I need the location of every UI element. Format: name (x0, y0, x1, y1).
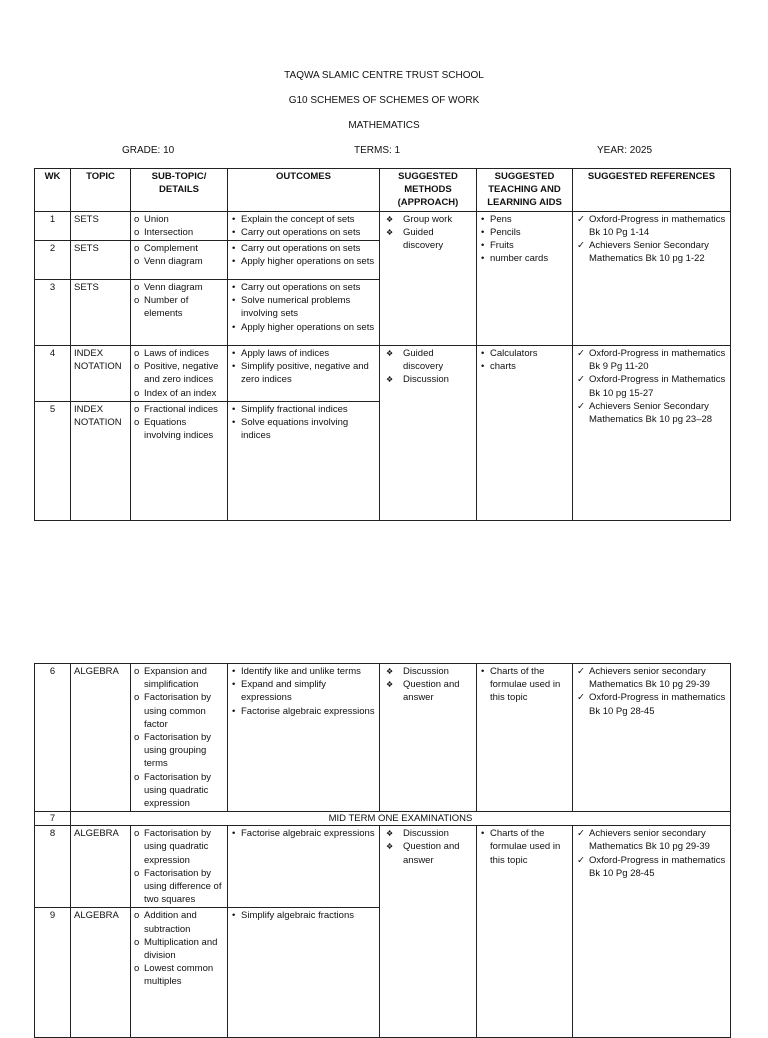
topic-cell: ALGEBRA (71, 664, 131, 812)
aids-cell (477, 346, 573, 521)
list-item: • Apply higher operations on sets (231, 255, 376, 268)
outcomes-cell (228, 211, 380, 240)
week-cell: 2 (35, 241, 71, 280)
outcomes-cell (228, 346, 380, 402)
list-item: • Apply higher operations on sets (231, 321, 376, 334)
list-item: o Factorisation by using common factor (134, 691, 224, 731)
week-cell: 3 (35, 280, 71, 346)
list-item: ✓ Achievers senior secondary Mathematics Bk 10 pg 29-39 (576, 665, 727, 691)
subtopic-cell (131, 826, 228, 908)
outcomes-cell (228, 241, 380, 280)
topic-cell: SETS (71, 211, 131, 240)
list-item: ✓ Achievers senior secondary Mathematics Bk 10 pg 29-39 (576, 827, 727, 853)
list-item: o Number of elements (134, 294, 224, 320)
list-item: o Factorisation by using quadratic expression (134, 771, 224, 811)
list-item: ❖ Discussion (383, 827, 473, 840)
exam-row (35, 812, 731, 826)
list-item: • Carry out operations on sets (231, 242, 376, 255)
methods-cell (380, 664, 477, 812)
list-item: o Factorisation by using quadratic expression (134, 827, 224, 867)
list-item: ❖ Discussion (383, 373, 473, 386)
list-item: ✓ Oxford-Progress in Mathematics Bk 10 pg 15-27 (576, 373, 727, 399)
list-item: • Factorise algebraic expressions (231, 827, 376, 840)
list-item: o Multiplication and division (134, 936, 224, 962)
methods-cell (380, 826, 477, 1038)
table-row (35, 664, 731, 812)
col-methods: SUGGESTED METHODS (APPROACH) (380, 169, 477, 212)
school-name: TAQWA SLAMIC CENTRE TRUST SCHOOL (284, 70, 484, 81)
list-item: ✓ Achievers Senior Secondary Mathematics Bk 10 pg 1-22 (576, 239, 727, 265)
list-item: o Complement (134, 242, 224, 255)
col-subtopic: SUB-TOPIC/ DETAILS (131, 169, 228, 212)
subtopic-cell (131, 664, 228, 812)
references-cell (573, 346, 731, 521)
list-item: • Solve numerical problems involving sets (231, 294, 376, 320)
aids-cell (477, 664, 573, 812)
references-cell (573, 211, 731, 345)
list-item: o Factorisation by using grouping terms (134, 731, 224, 771)
list-item: • Identify like and unlike terms (231, 665, 376, 678)
topic-cell: ALGEBRA (71, 826, 131, 908)
list-item: ❖ Question and answer (383, 840, 473, 866)
outcomes-cell (228, 826, 380, 908)
list-item: ✓ Achievers Senior Secondary Mathematics Bk 10 pg 23–28 (576, 400, 727, 426)
list-item: o Intersection (134, 226, 224, 239)
list-item: ❖ Guided discovery (383, 226, 473, 252)
week-cell: 4 (35, 346, 71, 402)
references-cell (573, 664, 731, 812)
table-header-row (35, 169, 731, 212)
list-item: o Index of an index (134, 387, 224, 400)
subtopic-cell (131, 346, 228, 402)
list-item: o Addition and subtraction (134, 909, 224, 935)
week-cell: 7 (35, 812, 71, 826)
outcomes-cell (228, 280, 380, 346)
col-wk: WK (35, 169, 71, 212)
list-item: • Carry out operations on sets (231, 226, 376, 239)
list-item: ✓ Oxford-Progress in mathematics Bk 9 Pg 11-20 (576, 347, 727, 373)
outcomes-cell (228, 401, 380, 520)
list-item: ✓ Oxford-Progress in mathematics Bk 10 Pg 28-45 (576, 691, 727, 717)
scheme-table-2 (34, 663, 731, 1038)
list-item: • Factorise algebraic expressions (231, 705, 376, 718)
week-cell: 6 (35, 664, 71, 812)
list-item: • Simplify positive, negative and zero indices (231, 360, 376, 386)
week-cell: 5 (35, 401, 71, 520)
col-topic: TOPIC (71, 169, 131, 212)
list-item: • Expand and simplify expressions (231, 678, 376, 704)
list-item: o Laws of indices (134, 347, 224, 360)
list-item: o Union (134, 213, 224, 226)
subtopic-cell (131, 241, 228, 280)
topic-cell: INDEX NOTATION (71, 346, 131, 402)
exam-cell: MID TERM ONE EXAMINATIONS (71, 812, 731, 826)
year-label: YEAR: 2025 (597, 145, 653, 156)
topic-cell: INDEX NOTATION (71, 401, 131, 520)
list-item: • Calculators (480, 347, 569, 360)
list-item: • Simplify algebraic fractions (231, 909, 376, 922)
terms-label: TERMS: 1 (354, 145, 401, 156)
list-item: • Solve equations involving indices (231, 416, 376, 442)
list-item: • Charts of the formulae used in this topic (480, 827, 569, 867)
list-item: ❖ Group work (383, 213, 473, 226)
list-item: • Carry out operations on sets (231, 281, 376, 294)
week-cell: 8 (35, 826, 71, 908)
document-title: G10 SCHEMES OF SCHEMES OF WORK (288, 95, 480, 106)
col-references: SUGGESTED REFERENCES (573, 169, 731, 212)
list-item: • Pens (480, 213, 569, 226)
list-item: ❖ Discussion (383, 665, 473, 678)
references-cell (573, 826, 731, 1038)
table-row (35, 826, 731, 908)
list-item: ❖ Guided discovery (383, 347, 473, 373)
subtopic-cell (131, 401, 228, 520)
methods-cell (380, 211, 477, 345)
subtopic-cell (131, 211, 228, 240)
list-item: • number cards (480, 252, 569, 265)
grade-label: GRADE: 10 (122, 145, 175, 156)
list-item: ✓ Oxford-Progress in mathematics Bk 10 Pg 28-45 (576, 854, 727, 880)
list-item: • Explain the concept of sets (231, 213, 376, 226)
list-item: o Positive, negative and zero indices (134, 360, 224, 386)
aids-cell (477, 826, 573, 1038)
col-aids: SUGGESTED TEACHING AND LEARNING AIDS (477, 169, 573, 212)
list-item: o Venn diagram (134, 281, 224, 294)
outcomes-cell (228, 908, 380, 1038)
subtopic-cell (131, 280, 228, 346)
list-item: • Pencils (480, 226, 569, 239)
list-item: • charts (480, 360, 569, 373)
table-row (35, 211, 731, 240)
subject-title: MATHEMATICS (348, 120, 420, 131)
week-cell: 9 (35, 908, 71, 1038)
methods-cell (380, 346, 477, 521)
list-item: • Charts of the formulae used in this topic (480, 665, 569, 705)
aids-cell (477, 211, 573, 345)
list-item: ❖ Question and answer (383, 678, 473, 704)
list-item: • Simplify fractional indices (231, 403, 376, 416)
topic-cell: SETS (71, 280, 131, 346)
list-item: o Fractional indices (134, 403, 224, 416)
list-item: • Fruits (480, 239, 569, 252)
subtopic-cell (131, 908, 228, 1038)
col-outcomes: OUTCOMES (228, 169, 380, 212)
outcomes-cell (228, 664, 380, 812)
list-item: • Apply laws of indices (231, 347, 376, 360)
topic-cell: ALGEBRA (71, 908, 131, 1038)
scheme-table-1 (34, 168, 731, 521)
list-item: o Venn diagram (134, 255, 224, 268)
list-item: o Lowest common multiples (134, 962, 224, 988)
topic-cell: SETS (71, 241, 131, 280)
list-item: o Equations involving indices (134, 416, 224, 442)
list-item: o Expansion and simplification (134, 665, 224, 691)
list-item: ✓ Oxford-Progress in mathematics Bk 10 Pg 1-14 (576, 213, 727, 239)
table-row (35, 346, 731, 402)
list-item: o Factorisation by using difference of two squares (134, 867, 224, 907)
week-cell: 1 (35, 211, 71, 240)
